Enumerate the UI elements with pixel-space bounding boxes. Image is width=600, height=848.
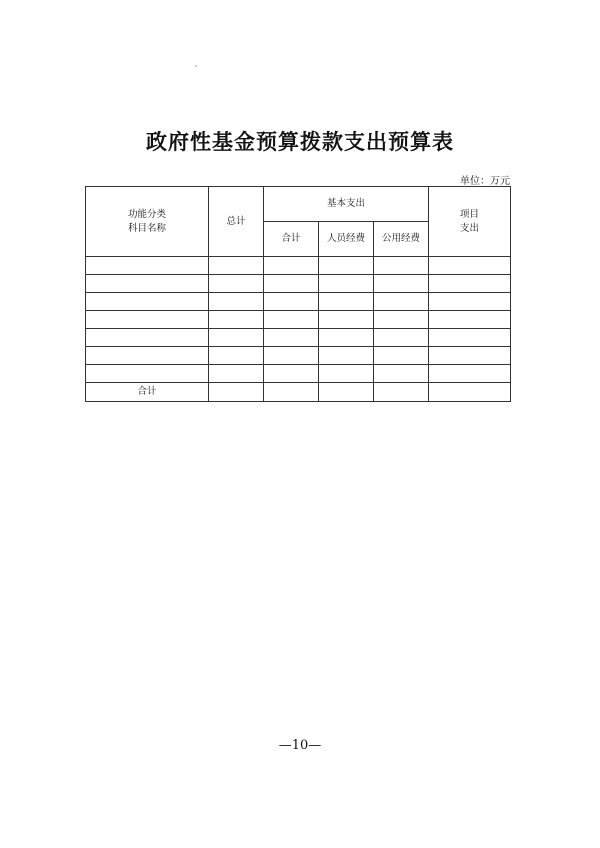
table-cell: [429, 347, 511, 365]
table-cell: [209, 311, 264, 329]
table-cell: [429, 293, 511, 311]
table-cell: [264, 275, 319, 293]
table-row: [86, 293, 511, 311]
table-cell: [264, 257, 319, 275]
header-basic: 基本支出: [264, 187, 429, 222]
scan-dot: [195, 65, 197, 67]
header-category-line2: 科目名称: [127, 222, 166, 234]
table-cell: [264, 365, 319, 383]
header-row-1: [86, 187, 511, 222]
table-cell: [319, 383, 374, 402]
table-cell: [86, 311, 209, 329]
table-cell: [319, 275, 374, 293]
table-cell: [374, 311, 429, 329]
header-category: [86, 187, 209, 257]
total-label: 合计: [86, 383, 209, 402]
table-cell: [264, 383, 319, 402]
budget-table: [85, 186, 511, 402]
header-basic-subtotal: 合计: [264, 222, 319, 257]
total-row: [86, 383, 511, 402]
table-row: [86, 347, 511, 365]
table-row: [86, 275, 511, 293]
table-cell: [264, 293, 319, 311]
header-project-line1: 项目: [460, 208, 480, 220]
table-cell: [374, 383, 429, 402]
table-cell: [86, 329, 209, 347]
page-number: —10—: [278, 738, 322, 753]
header-category-line1: 功能分类: [127, 208, 166, 220]
document-title: 政府性基金预算拨款支出预算表: [146, 129, 454, 154]
table-cell: [429, 365, 511, 383]
table-cell: [86, 257, 209, 275]
table-cell: [429, 311, 511, 329]
table-row: [86, 257, 511, 275]
header-public: 公用经费: [374, 222, 429, 257]
table-cell: [86, 347, 209, 365]
table-cell: [319, 293, 374, 311]
table-cell: [86, 365, 209, 383]
table-cell: [374, 293, 429, 311]
table-cell: [429, 257, 511, 275]
table-cell: [209, 275, 264, 293]
table-row: [86, 365, 511, 383]
header-personnel: 人员经费: [319, 222, 374, 257]
table-cell: [429, 275, 511, 293]
table-cell: [319, 257, 374, 275]
table-cell: [209, 365, 264, 383]
table-cell: [374, 347, 429, 365]
table-cell: [209, 257, 264, 275]
header-project-line2: 支出: [460, 222, 480, 234]
table-cell: [209, 329, 264, 347]
table-cell: [374, 257, 429, 275]
table-cell: [86, 275, 209, 293]
table-cell: [209, 383, 264, 402]
table-cell: [374, 365, 429, 383]
table-cell: [319, 365, 374, 383]
table-cell: [209, 347, 264, 365]
table-cell: [264, 311, 319, 329]
table-cell: [319, 311, 374, 329]
table-cell: [209, 293, 264, 311]
table-cell: [264, 347, 319, 365]
table-cell: [319, 347, 374, 365]
header-total: 总计: [209, 187, 264, 257]
table-cell: [374, 329, 429, 347]
unit-label: 单位：万元: [460, 176, 510, 187]
table-row: [86, 329, 511, 347]
table-cell: [264, 329, 319, 347]
table-cell: [374, 275, 429, 293]
table-row: [86, 311, 511, 329]
header-project: [429, 187, 511, 257]
table-cell: [319, 329, 374, 347]
table-cell: [86, 293, 209, 311]
table-cell: [429, 383, 511, 402]
table-cell: [429, 329, 511, 347]
